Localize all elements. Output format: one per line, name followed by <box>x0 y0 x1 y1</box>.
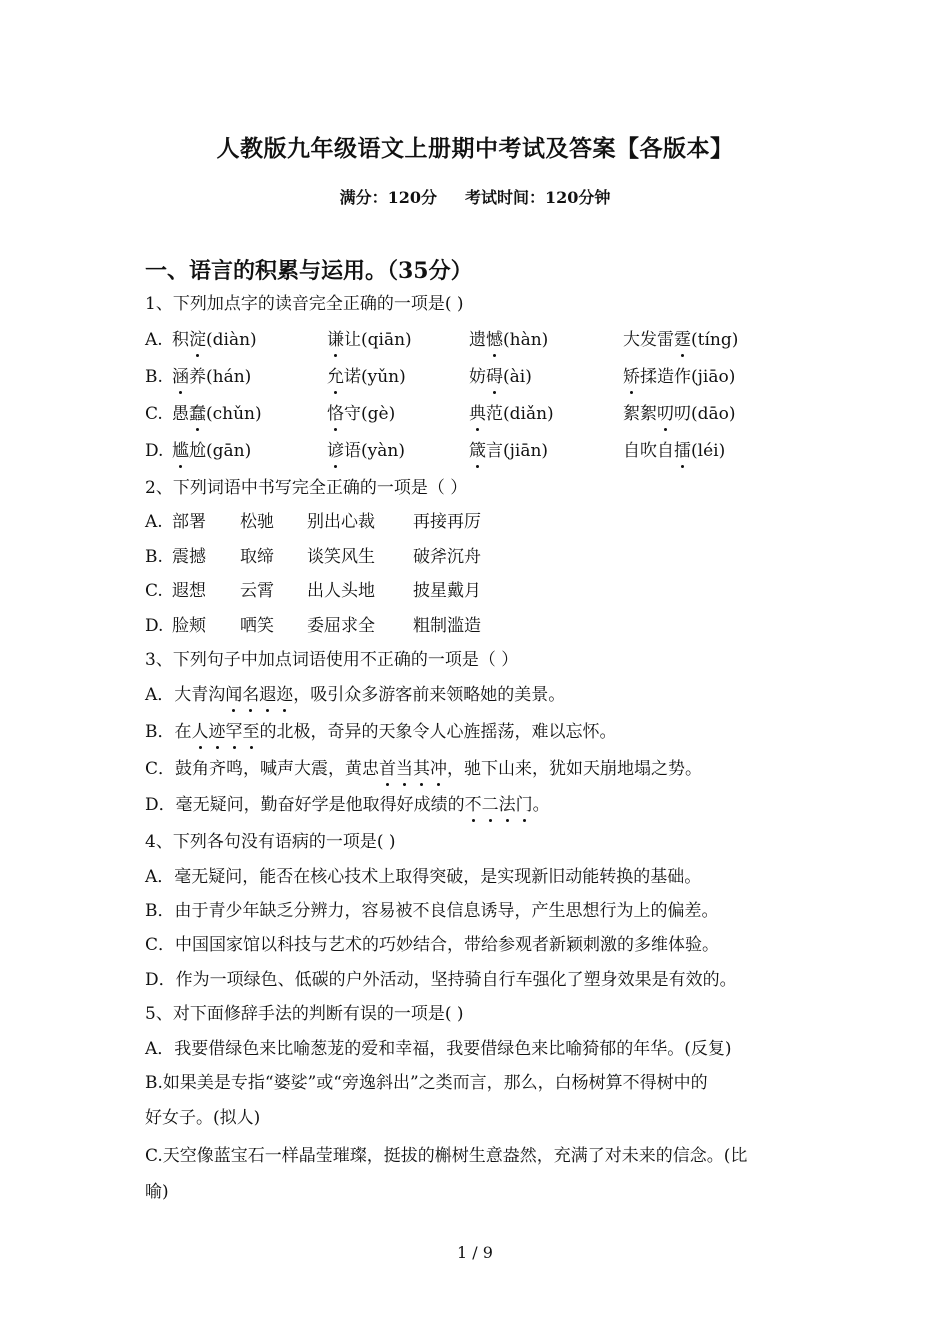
q3-option-a: A．大青沟闻名遐迩，吸引众多游客前来领略她的美景。 <box>145 685 566 705</box>
q2-word: 哂笑 <box>240 616 274 636</box>
q1-row-label: A. <box>145 330 163 350</box>
q1-c-1: 愚蠢(chǔn) <box>172 404 262 424</box>
q3-option-d: D．毫无疑问，勤奋好学是他取得好成绩的不二法门。 <box>145 795 550 815</box>
q2-word: 出人头地 <box>307 581 375 601</box>
q1-row-label: C. <box>145 404 163 424</box>
q2-stem: 2、下列词语中书写完全正确的一项是（ ） <box>145 478 468 498</box>
q1-a-3: 遗憾(hàn) <box>469 330 549 350</box>
q1-b-4: 矫揉造作(jiāo) <box>623 367 736 387</box>
q1-stem: 1、下列加点字的读音完全正确的一项是( ) <box>145 294 464 314</box>
q4-stem: 4、下列各句没有语病的一项是( ) <box>145 832 396 852</box>
q1-b-3: 妨碍(ài) <box>469 367 532 387</box>
q2-word: 谈笑风生 <box>307 547 375 567</box>
q2-row-label: D. <box>145 616 164 636</box>
q1-c-2: 恪守(gè) <box>327 404 396 424</box>
q2-word: 破斧沉舟 <box>413 547 481 567</box>
q4-option-a: A．毫无疑问，能否在核心技术上取得突破，是实现新旧动能转换的基础。 <box>145 867 702 887</box>
exam-time: 考试时间：120分钟 <box>465 188 611 207</box>
q5-option-b: B.如果美是专指“婆娑”或“旁逸斜出”之类而言，那么，白杨树算不得树中的 <box>145 1073 708 1093</box>
q1-row-label: D. <box>145 441 164 461</box>
q2-word: 取缔 <box>240 547 274 567</box>
q1-a-1: 积淀(diàn) <box>172 330 257 350</box>
q1-d-2: 谚语(yàn) <box>327 441 405 461</box>
full-score: 满分：120分 <box>339 188 437 207</box>
exam-info <box>0 185 950 208</box>
q1-d-4: 自吹自擂(léi) <box>623 441 726 461</box>
document-title: 人教版九年级语文上册期中考试及答案【各版本】 <box>216 135 734 162</box>
q5-stem: 5、对下面修辞手法的判断有误的一项是( ) <box>145 1004 464 1024</box>
q1-a-4: 大发雷霆(tíng) <box>623 330 739 350</box>
q3-option-b: B．在人迹罕至的北极，奇异的天象令人心旌摇荡，难以忘怀。 <box>145 722 617 742</box>
q2-row-label: C. <box>145 581 163 601</box>
q2-word: 委屈求全 <box>307 616 375 636</box>
q2-word: 粗制滥造 <box>413 616 481 636</box>
q2-word: 松驰 <box>240 512 274 532</box>
q2-row-label: A. <box>145 512 163 532</box>
q2-word: 部署 <box>172 512 206 532</box>
q4-option-b: B．由于青少年缺乏分辨力，容易被不良信息诱导，产生思想行为上的偏差。 <box>145 901 719 921</box>
q1-d-1: 尴尬(gān) <box>172 441 252 461</box>
q5-option-c-cont: 喻) <box>145 1182 169 1202</box>
section-heading: 一、语言的积累与运用。（35分） <box>145 258 473 284</box>
q2-word: 披星戴月 <box>413 581 481 601</box>
q3-option-c: C．鼓角齐鸣，喊声大震，黄忠首当其冲，驰下山来，犹如天崩地塌之势。 <box>145 759 703 779</box>
q1-c-4: 絮絮叨叨(dāo) <box>623 404 736 424</box>
q2-word: 震撼 <box>172 547 206 567</box>
q1-b-1: 涵养(hán) <box>172 367 252 387</box>
q3-stem: 3、下列句子中加点词语使用不正确的一项是（ ） <box>145 650 519 670</box>
q1-row-label: B. <box>145 367 163 387</box>
q2-row-label: B. <box>145 547 163 567</box>
q1-d-3: 箴言(jiān) <box>469 441 549 461</box>
q4-option-c: C．中国国家馆以科技与艺术的巧妙结合，带给参观者新颖刺激的多维体验。 <box>145 935 720 955</box>
q5-option-a: A．我要借绿色来比喻葱茏的爱和幸福，我要借绿色来比喻猗郁的年华。(反复) <box>145 1039 732 1059</box>
q1-c-3: 典范(diǎn) <box>469 404 554 424</box>
q4-option-d: D．作为一项绿色、低碳的户外活动，坚持骑自行车强化了塑身效果是有效的。 <box>145 970 737 990</box>
q2-word: 云霄 <box>240 581 274 601</box>
q1-a-2: 谦让(qiān) <box>327 330 412 350</box>
q1-b-2: 允诺(yǔn) <box>327 367 406 387</box>
q5-option-c: C.天空像蓝宝石一样晶莹璀璨，挺拔的槲树生意盎然，充满了对未来的信念。(比 <box>145 1146 748 1166</box>
q2-word: 脸颊 <box>172 616 206 636</box>
q2-word: 别出心裁 <box>307 512 375 532</box>
q5-option-b-cont: 好女子。(拟人) <box>145 1108 261 1128</box>
q2-word: 再接再厉 <box>413 512 481 532</box>
page-number: 1 / 9 <box>457 1243 493 1262</box>
q2-word: 遐想 <box>172 581 206 601</box>
